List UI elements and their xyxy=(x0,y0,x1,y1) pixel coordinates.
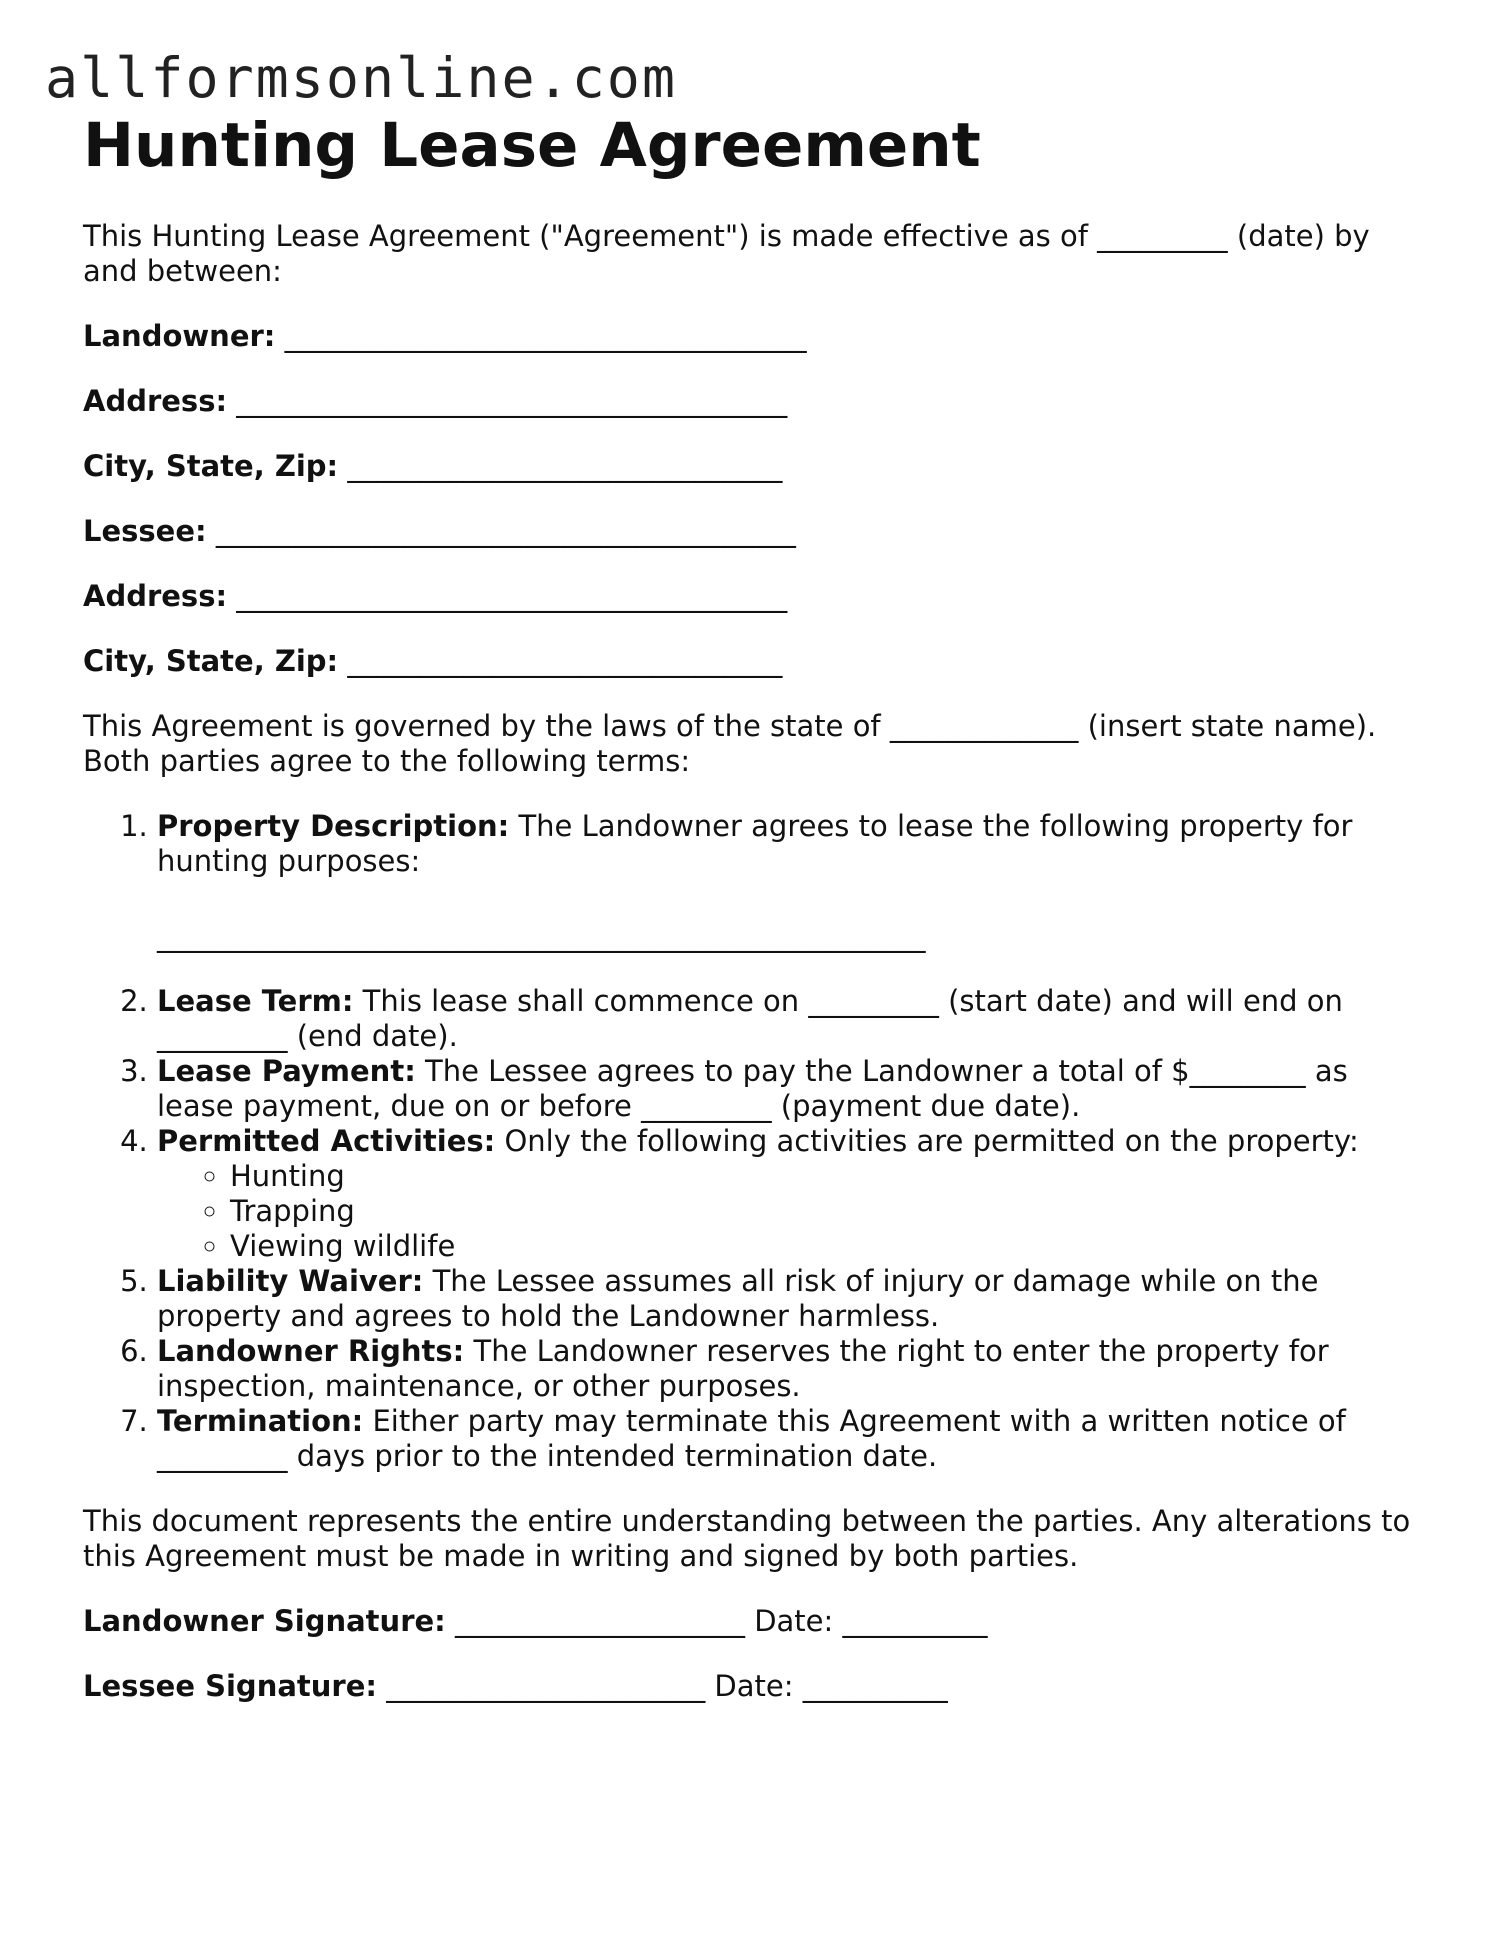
term-property-description xyxy=(157,809,1423,954)
term-text: The Lessee agrees to pay the Landowner a total of $________ as lease payment, due on or before _________ (payment due date). xyxy=(157,1054,1348,1123)
term-text: Only the following activities are permitted on the property: xyxy=(495,1124,1359,1158)
signature-blank[interactable]: ______________________ xyxy=(376,1669,715,1703)
term-lease-term xyxy=(157,984,1423,1054)
term-text: The Lessee assumes all risk of injury or damage while on the property and agrees to hold the Landowner harmless. xyxy=(157,1264,1319,1333)
closing-paragraph: This document represents the entire understanding between the parties. Any alterations to this Agreement must be made in writing and signed by both parties. xyxy=(83,1504,1411,1573)
lessee-field[interactable] xyxy=(83,514,1423,549)
lessee-city-field[interactable] xyxy=(83,644,1423,679)
date-label: Date: xyxy=(714,1669,794,1703)
field-label: City, State, Zip: xyxy=(83,644,339,678)
activities-list xyxy=(157,1159,1423,1264)
field-label: Lessee: xyxy=(83,514,207,548)
activity-item: ◦ Trapping xyxy=(230,1194,1423,1229)
field-blank[interactable]: ________________________________________ xyxy=(215,514,796,548)
term-heading: Lease Payment: xyxy=(157,1054,416,1088)
activity-item: ◦ Hunting xyxy=(230,1159,1423,1194)
landowner-signature-line[interactable] xyxy=(83,1604,1423,1639)
term-lease-payment xyxy=(157,1054,1423,1124)
field-label: City, State, Zip: xyxy=(83,449,339,483)
term-heading: Liability Waiver: xyxy=(157,1264,424,1298)
term-heading: Permitted Activities: xyxy=(157,1124,496,1158)
term-text: This lease shall commence on _________ (start date) and will end on _________ (end date). xyxy=(157,984,1343,1053)
lessee-address-field[interactable] xyxy=(83,579,1423,614)
field-blank[interactable]: ______________________________________ xyxy=(236,384,788,418)
date-blank[interactable]: __________ xyxy=(793,1669,948,1703)
field-label: Address: xyxy=(83,384,228,418)
term-text: Either party may terminate this Agreement with a written notice of _________ days prior to the intended termination date. xyxy=(157,1404,1346,1473)
site-watermark: allformsonline.com xyxy=(45,46,678,110)
term-text: The Landowner reserves the right to enter the property for inspection, maintenance, or other purposes. xyxy=(157,1334,1329,1403)
term-heading: Property Description: xyxy=(157,809,510,843)
field-blank[interactable]: ____________________________________ xyxy=(284,319,807,353)
intro-paragraph: This Hunting Lease Agreement ("Agreement") is made effective as of _________ (date) by and between: xyxy=(83,219,1370,288)
term-text: The Landowner agrees to lease the following property for hunting purposes: xyxy=(157,809,1353,878)
signature-label: Landowner Signature: xyxy=(83,1604,446,1638)
governing-law-paragraph: This Agreement is governed by the laws of the state of _____________ (insert state name). Both parties agree to the following terms: xyxy=(83,709,1377,778)
party-fields xyxy=(83,319,1423,679)
field-blank[interactable]: ______________________________________ xyxy=(236,579,788,613)
term-liability-waiver xyxy=(157,1264,1423,1334)
signature-blank[interactable]: ____________________ xyxy=(445,1604,755,1638)
field-blank[interactable]: ______________________________ xyxy=(347,644,783,678)
field-blank[interactable]: ______________________________ xyxy=(347,449,783,483)
date-label: Date: xyxy=(754,1604,834,1638)
date-blank[interactable]: __________ xyxy=(833,1604,988,1638)
term-heading: Lease Term: xyxy=(157,984,354,1018)
document-page xyxy=(83,110,1423,1704)
landowner-field[interactable] xyxy=(83,319,1423,354)
term-termination xyxy=(157,1404,1423,1474)
term-permitted-activities xyxy=(157,1124,1423,1264)
landowner-city-field[interactable] xyxy=(83,449,1423,484)
document-title: Hunting Lease Agreement xyxy=(83,110,981,181)
term-heading: Termination: xyxy=(157,1404,364,1438)
terms-list xyxy=(83,809,1423,1474)
field-label: Landowner: xyxy=(83,319,276,353)
activity-item: ◦ Viewing wildlife xyxy=(230,1229,1423,1264)
field-label: Address: xyxy=(83,579,228,613)
landowner-address-field[interactable] xyxy=(83,384,1423,419)
signature-label: Lessee Signature: xyxy=(83,1669,377,1703)
term-landowner-rights xyxy=(157,1334,1423,1404)
lessee-signature-line[interactable] xyxy=(83,1669,1423,1704)
property-description-blank[interactable]: _____________________________________________________ xyxy=(157,919,926,953)
term-heading: Landowner Rights: xyxy=(157,1334,465,1368)
